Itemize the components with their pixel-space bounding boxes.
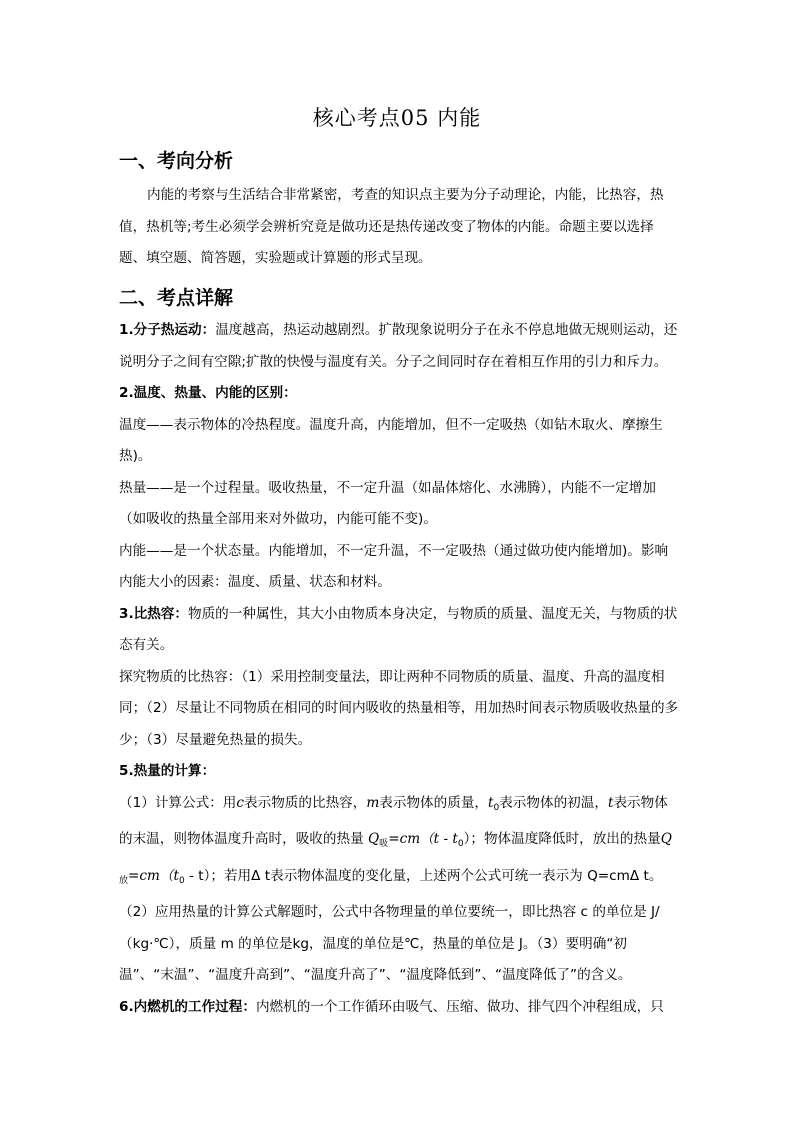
point-2-internal-energy: 内能——是一个状态量。内能增加，不一定升温，不一定吸热（通过做功使内能增加)。影响内能大小的因素：温度、质量、状态和材料。 bbox=[119, 542, 669, 590]
point-2-label: 2.温度、热量、内能的区别： bbox=[119, 385, 297, 401]
section-heading-analysis: 一、考向分析 bbox=[119, 150, 234, 172]
point-1-text: 温度越高，热运动越剧烈。扩散现象说明分子在永不停息地做无规则运动，还说明分子之间有空隙;扩散的快慢与温度有关。分子之间同时存在着相互作用的引力和斥力。 bbox=[119, 322, 678, 370]
point-3-label: 3.比热容： bbox=[119, 605, 188, 622]
section-heading-details: 二、考点详解 bbox=[119, 287, 234, 309]
point-1 bbox=[119, 315, 679, 378]
point-5-label: 5.热量的计算： bbox=[119, 763, 216, 779]
point-6-label: 6.内燃机的工作过程： bbox=[119, 998, 256, 1015]
analysis-paragraph bbox=[119, 180, 679, 275]
point-3-experiment: 探究物质的比热容：（1）采用控制变量法，即让两种不同物质的质量、温度、升高的温度相同；（2）尽量让不同物质在相同的时间内吸收的热量相等，用加热时间表示物质吸收热量的多少；（3）尽量避免热量的损失。 bbox=[119, 668, 679, 748]
point-5-formula: （1）计算公式：用c表示物质的比热容，m表示物体的质量，$t_0$表示物体的初温，t表示物体的末温，则物体温度升高时，吸收的热量 $Q_吸=cm(t - t_0)$；物体温度降低时，放出的热量$Q_放=cm(t_0 - t)$；若用Δ t表示物体温度的变化量，上述两个公式可统一表示为 Q=cmΔ t。 bbox=[119, 794, 672, 886]
details-body bbox=[119, 315, 679, 1023]
point-6-text: 内燃机的一个工作循环由吸气、压缩、做功、排气四个冲程组成，只 bbox=[255, 998, 664, 1015]
point-5-units: （2）应用热量的计算公式解题时，公式中各物理量的单位要统一，即比热容 c 的单位是 J/（kg·℃），质量 m 的单位是kg，温度的单位是℃，热量的单位是 J。（3）要明确“初温”、“末温”、“温度升高到”、“温度升高了”、“温度降低到”、“温度降低了”的含义。 bbox=[119, 904, 660, 983]
point-3-text: 物质的一种属性，其大小由物质本身决定，与物质的质量、温度无关，与物质的状态有关。 bbox=[119, 605, 678, 653]
point-2-heat: 热量——是一个过程量。吸收热量，不一定升温（如晶体熔化、水沸腾），内能不一定增加（如吸收的热量全部用来对外做功，内能可能不变)。 bbox=[119, 479, 656, 527]
point-2-temperature: 温度——表示物体的冷热程度。温度升高，内能增加，但不一定吸热（如钻木取火、摩擦生热)。 bbox=[119, 416, 663, 464]
point-6 bbox=[119, 992, 679, 1024]
point-1-label: 1.分子热运动： bbox=[119, 322, 216, 338]
page-title: 核心考点05 内能 bbox=[312, 106, 482, 130]
point-3 bbox=[119, 599, 679, 662]
analysis-text: 内能的考察与生活结合非常紧密，考查的知识点主要为分子动理论，内能，比热容，热值，热机等;考生必须学会辨析究竟是做功还是热传递改变了物体的内能。命题主要以选择题、填空题、简答题，实验题或计算题的形式呈现。 bbox=[119, 187, 664, 266]
